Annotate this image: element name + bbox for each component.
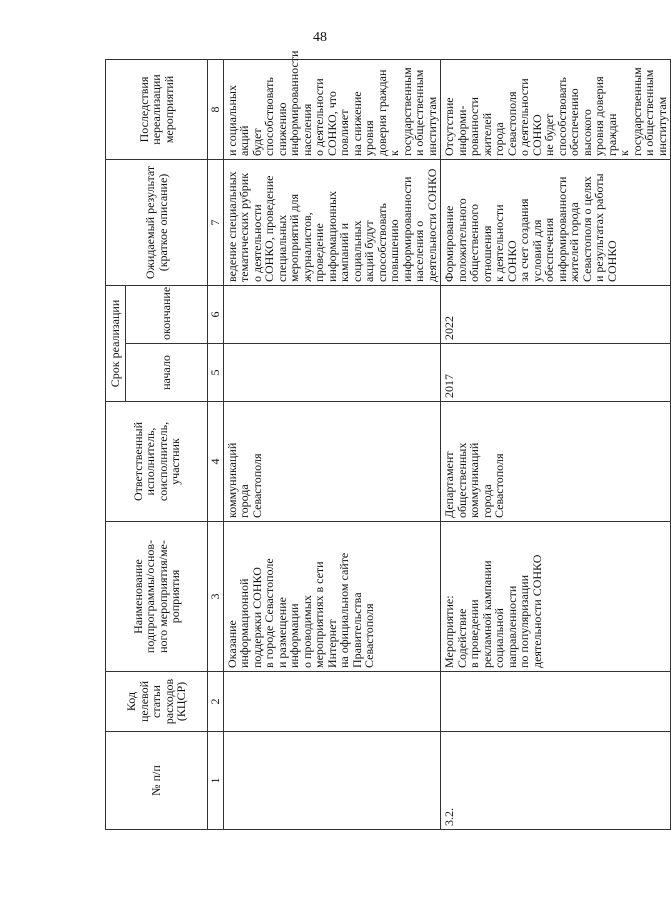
row-consequences: Отсутствие информи- рованности жителей города Севастополя о деятельности СОНКО не будет способствовать обеспечению высокого уровня доверия граждан к государственным и общественным институтам	[441, 59, 671, 159]
header-end: окончание	[126, 285, 208, 343]
col-number: 2	[208, 672, 224, 732]
col-number: 8	[208, 59, 224, 159]
header-result: Ожидаемый результат (краткое описание)	[106, 159, 208, 285]
row-code	[223, 672, 441, 732]
row-name: Оказание информационной поддержки СОНКО в городе Севастополе и размещение информации о проводимых мероприятиях в сети Интернет на официальном сайте Правительства Севастополя	[223, 522, 441, 672]
col-number: 4	[208, 402, 224, 522]
row-code	[441, 672, 671, 732]
header-number: № п/п	[106, 732, 208, 830]
row-result: Формирование положительного общественного отношения к деятельности СОНКО за счет создания условий для обеспечения информированности жителей города Севастополя о целях и результатах работы СОНКО	[441, 159, 671, 285]
header-term: Срок реализации	[106, 285, 126, 401]
header-start: начало	[126, 344, 208, 402]
col-number: 5	[208, 344, 224, 402]
table-row	[223, 59, 441, 829]
row-executor: Департамент общественных коммуникаций города Севастополя	[441, 402, 671, 522]
row-consequences: и социальных акций будет способствовать снижению информированности населения о деятельности СОНКО, что повлияет на снижение уровня доверия граждан к государственным и общественным институтам	[223, 59, 441, 159]
header-name: Наименование подпрограммы/основ- ного мероприятия/ме- роприятия	[106, 522, 208, 672]
table-row	[441, 59, 671, 829]
row-end: 2022	[441, 285, 671, 343]
row-name: Мероприятие: Содействие в проведении рекламной кампании социальной направленности по популяризации деятельности СОНКО	[441, 522, 671, 672]
col-number: 3	[208, 522, 224, 672]
header-kcsr: Код целевой статьи расходов (КЦСР)	[106, 672, 208, 732]
row-result: ведение специальных тематических рубрик о деятельности СОНКО, проведение специальных мероприятий для журналистов, проведение информационных кампаний и социальных акций будут способствовать повышению информированности населения о деятельности СОНКО	[223, 159, 441, 285]
row-start	[223, 344, 441, 402]
header-executor: Ответственный исполнитель, соисполнитель, участник	[106, 402, 208, 522]
col-number: 7	[208, 159, 224, 285]
row-start: 2017	[441, 344, 671, 402]
row-end	[223, 285, 441, 343]
page-number: 48	[313, 30, 327, 45]
row-number: 3.2.	[441, 732, 671, 830]
rotated-table-container	[105, 50, 669, 830]
header-consequences: Последствия нереализации мероприятий	[106, 59, 208, 159]
row-executor: коммуникаций города Севастополя	[223, 402, 441, 522]
row-number	[223, 732, 441, 830]
program-measures-table	[105, 50, 671, 830]
col-number: 6	[208, 285, 224, 343]
col-number: 1	[208, 732, 224, 830]
